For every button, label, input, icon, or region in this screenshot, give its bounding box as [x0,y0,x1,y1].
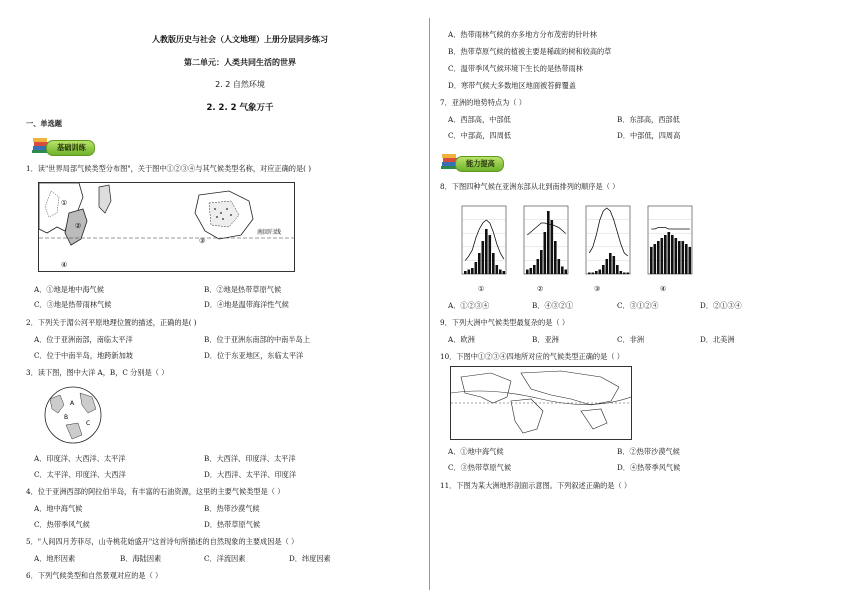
precip-bar [464,271,467,274]
page-title: 人教版历史与社会（人文地理）上册分层同步练习 [152,34,328,44]
unit-title: 第二单元：人类共同生活的世界 [184,57,296,67]
q4-option-b[interactable]: B．热带沙漠气候 [204,504,260,513]
globe-label-c: C [86,420,91,427]
precip-bar [496,265,499,274]
map-figure [39,183,294,271]
precip-bar [595,271,598,274]
climate-chart-1 [462,206,506,274]
precip-bar [650,247,653,274]
q10-stem: 10．下图中①②③④四地所对应的气候类型正确的是（ ） [440,352,624,361]
q11-stem: 11．下图为某大洲地形剖面示意图。下列叙述正确的是（ ） [440,481,632,490]
precip-bar [664,235,667,274]
precip-bar [627,273,630,275]
q10-world-map [450,366,632,440]
precip-bar [561,267,564,275]
q9-option-b[interactable]: B．亚洲 [532,335,559,344]
q3-option-c[interactable]: C．太平洋、印度洋、大西洋 [34,470,126,479]
precip-bar [616,265,619,274]
map-marker-2: ② [75,222,82,230]
q8-tag-1: ① [478,284,485,293]
precip-bar [485,229,488,274]
section-title: 2. 2 自然环境 [215,80,265,89]
q7-option-b[interactable]: B．东部高，西部低 [617,115,680,124]
map-marker-4: ④ [61,261,68,269]
q5-stem: 5．"人间四月芳菲尽，山寺桃花始盛开"这首诗句所描述的自然现象的主要成因是（ ） [26,537,299,546]
q7-option-d[interactable]: D．中部低，四周高 [617,131,681,140]
precip-bar [551,220,554,274]
basic-training-label: 基础训练 [46,140,95,156]
precip-bar [475,262,478,274]
climate-chart-4 [648,206,692,274]
world-map-figure [451,367,631,439]
q3-stem: 3．读下图，图中大洋 A，B，C 分别是（ ） [26,368,169,377]
q1-option-a[interactable]: A．①地是地中海气候 [34,285,104,294]
q10-option-d[interactable]: D．④热带季风气候 [617,463,681,472]
q1-option-d[interactable]: D．④地是温带海洋性气候 [204,300,289,309]
q2-option-c[interactable]: C．位于中南半岛，地跨新加坡 [34,351,133,360]
q6-option-b[interactable]: B．热带草原气候的植被主要是稀疏的树和较高的草 [448,47,612,56]
q9-option-a[interactable]: A．欧洲 [448,335,475,344]
precip-bar [609,253,612,274]
q4-option-d[interactable]: D．热带草原气候 [204,520,261,529]
precip-bar [675,238,678,274]
q1-option-c[interactable]: C．③地是热带雨林气候 [34,300,112,309]
climate-chart-2 [524,206,568,274]
climate-charts-figure [452,198,697,288]
precip-bar [682,241,685,274]
precip-bar [492,253,495,274]
precip-bar [533,265,536,274]
precip-bar [689,247,692,274]
q8-stem: 8．下图四种气候在亚洲东部从北到南排列的顺序是（ ） [440,182,620,191]
column-divider [429,18,430,590]
q5-option-c[interactable]: C．洋流因素 [204,554,246,563]
q2-option-b[interactable]: B．位于亚洲东南部的中南半岛上 [204,335,310,344]
q3-option-a[interactable]: A．印度洋、大西洋、太平洋 [34,454,126,463]
q3-globe-figure [36,385,110,445]
q8-tag-2: ② [537,284,544,293]
q6-option-d[interactable]: D．寒带气候大多数地区地面被苔藓覆盖 [448,81,576,90]
precip-bar [620,271,623,274]
precip-bar [592,273,595,275]
map-marker-1: ① [61,199,68,207]
precip-bar [599,270,602,275]
q8-climate-charts [452,198,697,288]
globe-label-b: B [64,414,69,421]
precip-bar [540,250,543,274]
part-one-heading: 一、单选题 [26,119,62,128]
q4-option-a[interactable]: A．地中海气候 [34,504,83,513]
q9-option-c[interactable]: C．非洲 [617,335,645,344]
basic-training-badge [32,134,112,158]
precip-bar [558,259,561,274]
tropic-label: 南回归线 [257,229,282,236]
q6-option-c[interactable]: C．温带季风气候环境下生长的是热带雨林 [448,64,583,73]
precip-bar [685,244,688,274]
q8-option-b[interactable]: B．④③②① [532,301,574,310]
q2-option-a[interactable]: A．位于亚洲南部，南临太平洋 [34,335,133,344]
precip-bar [554,241,557,274]
q8-option-a[interactable]: A．①②③④ [448,301,490,310]
precip-bar [478,253,481,274]
precip-bar [606,259,609,274]
precip-bar [526,270,529,275]
precip-bar [661,238,664,274]
precip-bar [489,235,492,274]
q9-option-d[interactable]: D．北美洲 [700,335,735,344]
q1-option-b[interactable]: B．②地是热带草原气候 [204,285,282,294]
q8-option-d[interactable]: D．②①③④ [700,301,742,310]
q4-stem: 4．位于亚洲西部的阿拉伯半岛，有丰富的石油资源，这里的主要气候类型是（ ） [26,487,285,496]
q3-option-d[interactable]: D．大西洋、太平洋、印度洋 [204,470,297,479]
q8-tag-4: ④ [660,284,667,293]
q8-tag-3: ③ [594,284,601,293]
q6-option-a[interactable]: A．热带雨林气候的亦多地方分布茂密的针叶林 [448,30,597,39]
precip-bar [547,211,550,274]
precip-bar [588,273,591,275]
q5-option-d[interactable]: D．纬度因素 [289,554,331,563]
q10-option-c[interactable]: C．③热带草原气候 [448,463,512,472]
q9-stem: 9．下列大洲中气候类型最复杂的是（ ） [440,318,570,327]
advanced-label: 能力提高 [455,156,504,172]
q7-option-c[interactable]: C．中部高，四周低 [448,131,512,140]
precip-bar [657,241,660,274]
precip-bar [537,259,540,274]
map-marker-3: ③ [199,237,206,245]
precip-bar [468,270,471,275]
subsection-title: 2. 2. 2 气象万千 [206,103,274,113]
globe-label-a: A [70,400,75,407]
q5-option-b[interactable]: B．海陆因素 [120,554,162,563]
q3-option-b[interactable]: B．大西洋、印度洋、太平洋 [204,454,296,463]
q6-stem: 6．下列气候类型和自然景观对应的是（ ） [26,571,163,580]
precip-bar [671,235,674,274]
q7-option-a[interactable]: A．西部高，中部低 [448,115,511,124]
q1-climate-map [38,182,295,272]
precip-bar [530,268,533,274]
precip-bar [565,270,568,275]
q2-option-d[interactable]: D．位于东亚地区，东临太平洋 [204,351,304,360]
q10-option-a[interactable]: A．①地中海气候 [448,447,504,456]
precip-bar [544,232,547,274]
precip-bar [499,270,502,275]
precip-bar [613,256,616,274]
q5-option-a[interactable]: A．地形因素 [34,554,76,563]
q4-option-c[interactable]: C．热带季风气候 [34,520,90,529]
precip-bar [503,271,506,274]
climate-chart-3 [586,206,630,274]
precip-bar [668,232,671,274]
globe-figure [36,385,110,445]
precip-bar [482,241,485,274]
precip-bar [654,244,657,274]
advanced-badge [441,150,521,174]
precip-bar [678,241,681,274]
q2-stem: 2．下列关于湄公河平原地理位置的描述，正确的是( ) [26,318,197,327]
q7-stem: 7．亚洲的地势特点为（ ） [440,98,526,107]
q8-option-c[interactable]: C．③①②④ [617,301,659,310]
q1-stem: 1．读"世界局部气候类型分布图"，关于图中①②③④与其气候类型名称，对应正确的是( ) [26,164,312,173]
q10-option-b[interactable]: B．②热带沙漠气候 [617,447,680,456]
precip-bar [471,268,474,274]
precip-bar [623,273,626,275]
precip-bar [602,265,605,274]
